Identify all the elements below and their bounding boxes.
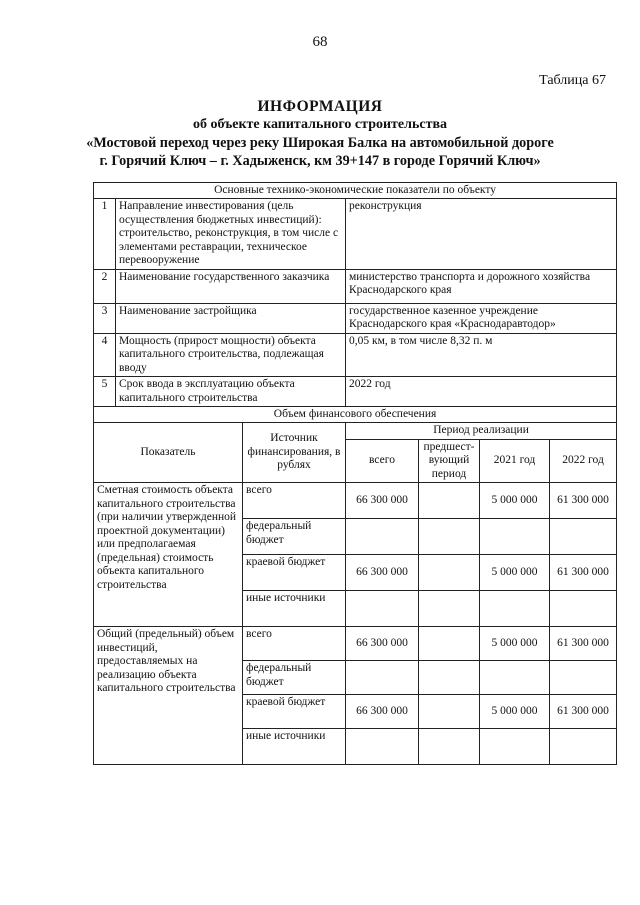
finance-previous (419, 519, 480, 555)
finance-previous (419, 483, 480, 519)
finance-row (94, 483, 617, 519)
finance-total: 66 300 000 (346, 627, 419, 661)
heading-title: ИНФОРМАЦИЯ (257, 98, 383, 115)
col-header-2021: 2021 год (480, 439, 550, 483)
object-info-table (93, 182, 617, 765)
finance-group-label: Общий (предельный) объем инвестиций, предоставляемых на реализацию объекта капитального строительства (94, 627, 243, 765)
tech-row-number: 3 (94, 303, 116, 333)
col-header-total: всего (346, 439, 419, 483)
finance-source: краевой бюджет (243, 695, 346, 729)
document-heading (0, 97, 640, 170)
finance-group-label: Сметная стоимость объекта капитального строительства (при наличии утвержденной проектной документации) или предполагаемая (предельная) стоимость объекта капитального строительства (94, 483, 243, 627)
finance-previous (419, 627, 480, 661)
finance-2021 (480, 591, 550, 627)
tech-row-label: Направление инвестирования (цель осуществления бюджетных инвестиций): строительство, реконструкция, в том числе с элементами реставрации, техническое перевооружение (116, 199, 346, 270)
heading-object-line-2: г. Горячий Ключ – г. Хадыженск, км 39+147 в городе Горячий Ключ» (99, 153, 541, 169)
col-header-2022: 2022 год (550, 439, 617, 483)
finance-2022: 61 300 000 (550, 695, 617, 729)
finance-2022 (550, 661, 617, 695)
tech-row-value: министерство транспорта и дорожного хозяйства Краснодарского края (346, 269, 617, 303)
tech-row-label: Срок ввода в эксплуатацию объекта капитального строительства (116, 377, 346, 407)
finance-2021 (480, 729, 550, 765)
finance-total (346, 591, 419, 627)
tech-row-label: Мощность (прирост мощности) объекта капитального строительства, подлежащая вводу (116, 333, 346, 377)
finance-source: федеральный бюджет (243, 519, 346, 555)
finance-2021: 5 000 000 (480, 483, 550, 519)
finance-2021 (480, 661, 550, 695)
finance-source: федеральный бюджет (243, 661, 346, 695)
finance-2022: 61 300 000 (550, 555, 617, 591)
finance-row (94, 627, 617, 661)
tech-row-label: Наименование государственного заказчика (116, 269, 346, 303)
tech-row (94, 333, 617, 377)
tech-row-value: 0,05 км, в том числе 8,32 п. м (346, 333, 617, 377)
finance-source: краевой бюджет (243, 555, 346, 591)
heading-object-line-1: «Мостовой переход через реку Широкая Балка на автомобильной дороге (86, 135, 554, 151)
finance-2022 (550, 519, 617, 555)
col-header-previous: предшест-вующий период (419, 439, 480, 483)
finance-2021: 5 000 000 (480, 555, 550, 591)
finance-previous (419, 695, 480, 729)
tech-row-value: реконструкция (346, 199, 617, 270)
finance-total: 66 300 000 (346, 483, 419, 519)
tech-row (94, 199, 617, 270)
finance-total (346, 519, 419, 555)
finance-source: всего (243, 483, 346, 519)
page-number: 68 (312, 34, 328, 50)
finance-2022: 61 300 000 (550, 627, 617, 661)
finance-previous (419, 591, 480, 627)
table-label: Таблица 67 (539, 73, 606, 88)
finance-2021: 5 000 000 (480, 627, 550, 661)
finance-section-header: Объем финансового обеспечения (94, 407, 617, 423)
finance-2021 (480, 519, 550, 555)
tech-row-number: 5 (94, 377, 116, 407)
tech-row (94, 377, 617, 407)
heading-subtitle: об объекте капитального строительства (192, 117, 448, 132)
col-header-source: Источник финансирования, в рублях (243, 423, 346, 483)
tech-row-number: 2 (94, 269, 116, 303)
finance-previous (419, 661, 480, 695)
finance-2022 (550, 729, 617, 765)
tech-row-number: 4 (94, 333, 116, 377)
finance-2021: 5 000 000 (480, 695, 550, 729)
finance-previous (419, 555, 480, 591)
finance-2022: 61 300 000 (550, 483, 617, 519)
tech-row (94, 303, 617, 333)
col-header-period: Период реализации (346, 423, 617, 440)
finance-2022 (550, 591, 617, 627)
tech-row-value: 2022 год (346, 377, 617, 407)
finance-total (346, 661, 419, 695)
tech-section-header: Основные технико-экономические показатели по объекту (94, 183, 617, 199)
finance-source: иные источники (243, 729, 346, 765)
finance-total: 66 300 000 (346, 695, 419, 729)
col-header-indicator: Показатель (94, 423, 243, 483)
tech-row-number: 1 (94, 199, 116, 270)
finance-total: 66 300 000 (346, 555, 419, 591)
finance-source: всего (243, 627, 346, 661)
finance-total (346, 729, 419, 765)
tech-row (94, 269, 617, 303)
finance-previous (419, 729, 480, 765)
tech-row-value: государственное казенное учреждение Краснодарского края «Краснодаравтодор» (346, 303, 617, 333)
finance-source: иные источники (243, 591, 346, 627)
tech-row-label: Наименование застройщика (116, 303, 346, 333)
